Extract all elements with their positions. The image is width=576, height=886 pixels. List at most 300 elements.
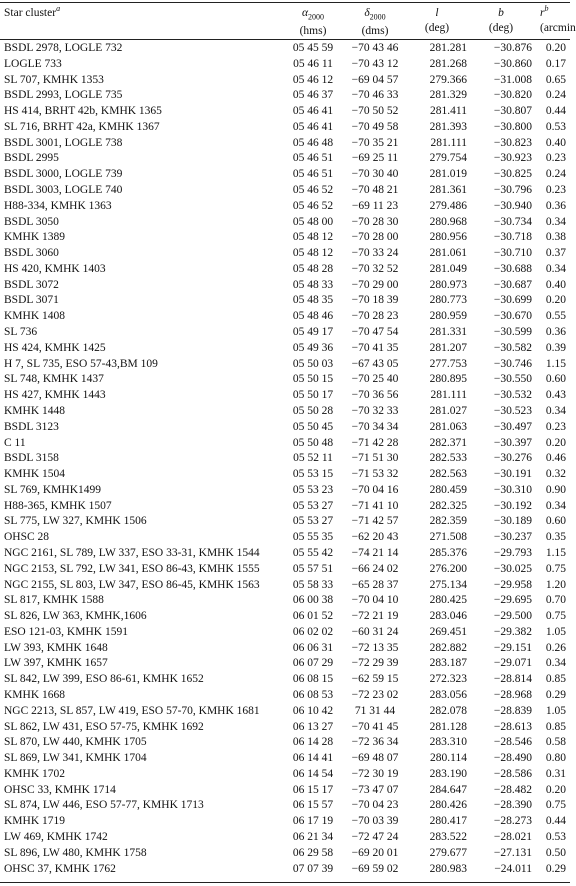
b-cell: −28.839 [493,704,532,717]
ra-cell: 06 10 42 [292,704,334,717]
l-cell: 284.647 [429,783,467,796]
radius-cell: 0.75 [545,799,566,812]
l-cell: 280.895 [429,373,467,386]
dec-cell: −70 04 16 [351,483,399,496]
table-row [0,372,570,388]
radius-cell: 0.40 [545,278,566,291]
radius-cell: 0.37 [545,247,566,260]
dec-cell: −65 28 37 [351,578,399,591]
dec-cell: −69 11 23 [351,199,399,212]
radius-cell: 0.34 [545,404,566,417]
dec-cell: −72 13 35 [351,641,399,654]
dec-cell: −70 18 39 [351,294,399,307]
table-row [0,309,570,325]
dec-cell: −70 25 40 [351,373,399,386]
ra-cell: 05 46 12 [292,73,334,86]
cluster-name-cell: NGC 2153, SL 792, LW 341, ESO 86-43, KMHK 1555 [4,562,260,575]
l-cell: 283.522 [429,831,467,843]
table-row [0,293,570,309]
cluster-name-cell: NGC 2213, SL 857, LW 419, ESO 57-70, KMHK 1681 [4,704,260,717]
header-dec: $\delta_{2000}$ (dms) [361,7,389,38]
cluster-name-cell: OHSC 28 [4,531,50,544]
dec-cell: −71 53 32 [351,468,399,481]
dec-cell: −70 34 34 [351,420,399,433]
b-cell: −30.734 [493,215,532,228]
radius-cell: 1.05 [545,625,566,638]
ra-cell: 05 46 51 [292,152,334,165]
radius-cell: 0.29 [545,688,566,701]
ra-cell: 06 14 54 [292,767,334,780]
radius-cell: 0.29 [545,862,566,875]
cluster-name-cell: NGC 2155, SL 803, LW 347, ESO 86-45, KMHK 1563 [4,578,260,591]
ra-cell: 06 08 15 [292,673,334,686]
b-cell: −30.025 [493,562,532,575]
table-row [0,278,570,294]
radius-cell: 0.38 [545,231,566,244]
ra-cell: 05 53 27 [292,499,334,512]
dec-cell: −73 47 07 [351,783,399,796]
b-cell: −30.276 [493,452,532,465]
ra-cell: 06 02 02 [292,625,334,638]
dec-cell: −70 36 56 [351,389,399,402]
l-cell: 276.200 [429,562,467,575]
dec-cell: −69 48 07 [351,752,399,765]
dec-cell: −72 29 39 [351,657,399,670]
radius-cell: 0.34 [545,499,566,512]
radius-cell: 1.05 [545,704,566,717]
radius-cell: 0.44 [545,815,566,828]
b-cell: −28.613 [493,720,532,733]
ra-cell: 05 48 46 [292,310,334,323]
radius-cell: 0.20 [545,436,566,449]
radius-cell: 0.70 [545,594,566,607]
ra-cell: 06 13 27 [292,720,334,733]
radius-cell: 0.34 [545,215,566,228]
dec-cell: −62 59 15 [351,673,399,686]
dec-cell: −70 33 24 [351,247,399,260]
l-cell: 283.056 [429,688,467,701]
cluster-name-cell: C 11 [4,436,26,449]
radius-cell: 0.23 [545,184,566,197]
b-cell: −28.586 [493,767,532,780]
dec-cell: −71 41 10 [351,499,399,512]
l-cell: 280.973 [429,278,467,291]
cluster-name-cell: SL 769, KMHK1499 [4,483,102,496]
radius-cell: 1.15 [545,546,566,559]
b-cell: −30.189 [493,515,532,528]
radius-cell: 0.60 [545,373,566,386]
b-cell: −28.546 [493,736,532,749]
b-cell: −29.151 [493,641,532,654]
radius-cell: 1.20 [545,578,566,591]
dec-cell: −70 04 10 [351,594,399,607]
b-cell: −28.814 [493,673,532,686]
dec-cell: −69 20 01 [351,846,399,859]
l-cell: 283.310 [429,736,467,749]
l-cell: 280.968 [429,215,467,228]
dec-cell: −70 47 54 [351,326,399,339]
b-cell: −30.687 [493,278,532,291]
dec-cell: −62 20 43 [351,531,399,544]
table-row [0,767,570,783]
ra-cell: 05 48 00 [292,215,334,228]
ra-cell: 05 53 27 [292,515,334,528]
b-cell: −30.699 [493,294,532,307]
radius-cell: 0.31 [545,767,566,780]
cluster-name-cell: H88-334, KMHK 1363 [4,199,112,212]
radius-cell: 0.50 [545,846,566,859]
dec-cell: −70 43 12 [351,57,399,70]
table-header [0,4,576,38]
dec-cell: −70 04 23 [351,799,399,812]
b-cell: −28.490 [493,752,532,765]
radius-cell: 0.23 [545,420,566,433]
ra-cell: 05 52 11 [293,452,333,465]
table-row [0,467,570,483]
table-row [0,246,570,262]
table-row [0,420,570,436]
ra-cell: 06 15 17 [292,783,334,796]
table-row [0,751,570,767]
l-cell: 283.046 [429,610,467,623]
table-row [0,136,570,152]
radius-cell: 0.85 [545,720,566,733]
dec-cell: −70 50 52 [351,105,399,118]
l-cell: 285.376 [429,546,467,559]
table-row [0,167,570,183]
ra-cell: 05 45 59 [292,42,334,54]
cluster-name-cell: OHSC 33, KMHK 1714 [4,783,116,796]
table-row [0,120,570,136]
dec-cell: −74 21 14 [351,546,399,559]
l-cell: 279.677 [429,846,467,859]
b-cell: −29.500 [493,610,532,623]
radius-cell: 0.65 [545,73,566,86]
ra-cell: 05 46 52 [292,199,334,212]
dec-cell: −71 42 57 [351,515,399,528]
radius-cell: 0.39 [545,341,566,354]
table-row [0,609,570,625]
ra-cell: 06 06 31 [292,641,334,654]
cluster-name-cell: BSDL 3158 [4,452,59,465]
dec-cell: −69 59 02 [351,862,399,875]
dec-cell: −70 48 21 [351,184,399,197]
dec-cell: −70 41 35 [351,341,399,354]
top-rule [0,2,570,3]
table-row [0,625,570,641]
dec-cell: −70 46 33 [351,89,399,102]
radius-cell: 0.46 [545,452,566,465]
table-row [0,499,570,515]
l-cell: 272.323 [429,673,467,686]
table-row [0,151,570,167]
cluster-name-cell: SL 874, LW 446, ESO 57-77, KMHK 1713 [4,799,204,812]
b-cell: −30.796 [493,184,532,197]
radius-cell: 0.75 [545,562,566,575]
l-cell: 280.956 [429,231,467,244]
l-cell: 271.508 [429,531,467,544]
radius-cell: 0.75 [545,610,566,623]
dec-cell: −70 35 21 [351,136,399,149]
radius-cell: 0.34 [545,262,566,275]
cluster-name-cell: BSDL 2993, LOGLE 735 [4,89,123,102]
table-row [0,593,570,609]
ra-cell: 05 46 41 [292,105,334,118]
table-row [0,73,570,89]
b-cell: −30.807 [493,105,532,118]
l-cell: 280.114 [430,752,467,765]
dec-cell: −60 31 24 [351,625,399,638]
table-row [0,57,570,73]
table-row [0,514,570,530]
radius-cell: 0.17 [545,57,566,70]
cluster-name-cell: HS 424, KMHK 1425 [4,341,106,354]
l-cell: 281.329 [429,89,467,102]
dec-cell: −70 30 40 [351,168,399,181]
l-cell: 280.459 [429,483,467,496]
dec-cell: −70 43 46 [351,42,399,54]
ra-cell: 05 55 35 [292,531,334,544]
l-cell: 282.325 [429,499,467,512]
cluster-name-cell: SL 896, LW 480, KMHK 1758 [4,846,147,859]
table-row [0,672,570,688]
cluster-name-cell: KMHK 1448 [4,404,66,417]
ra-cell: 05 46 41 [292,120,334,133]
b-cell: −30.710 [493,247,532,260]
l-cell: 281.063 [429,420,467,433]
radius-cell: 0.80 [545,752,566,765]
b-cell: −30.940 [493,199,532,212]
ra-cell: 05 46 52 [292,184,334,197]
dec-cell: −69 04 57 [351,73,399,86]
header-l: l (deg) [424,7,450,34]
ra-cell: 05 50 17 [292,389,334,402]
radius-cell: 0.53 [545,831,566,843]
cluster-name-cell: H 7, SL 735, ESO 57-43,BM 109 [4,357,158,370]
ra-cell: 05 46 11 [293,57,333,70]
l-cell: 281.411 [430,105,467,118]
cluster-name-cell: SL 862, LW 431, ESO 57-75, KMHK 1692 [4,720,204,733]
table-row [0,830,570,846]
dec-cell: −72 21 19 [351,610,399,623]
b-cell: −30.497 [493,420,532,433]
cluster-name-cell: BSDL 2978, LOGLE 732 [4,42,123,54]
header-r: $r^b$ (arcmin [540,4,576,34]
b-cell: −29.071 [493,657,532,670]
dec-cell: −72 36 34 [351,736,399,749]
cluster-name-cell: BSDL 3123 [4,420,59,433]
ra-cell: 05 49 17 [292,326,334,339]
l-cell: 280.417 [429,815,467,828]
cluster-name-cell: KMHK 1408 [4,310,66,323]
ra-cell: 06 17 19 [292,815,334,828]
radius-cell: 0.23 [545,152,566,165]
cluster-name-cell: H88-365, KMHK 1507 [4,499,112,512]
b-cell: −30.310 [493,483,532,496]
table-row [0,862,570,878]
b-cell: −30.523 [493,404,532,417]
dec-cell: −70 29 00 [351,278,399,291]
cluster-name-cell: NGC 2161, SL 789, LW 337, ESO 33-31, KMHK 1544 [4,546,260,559]
table-row [0,451,570,467]
b-cell: −30.876 [493,42,532,54]
b-cell: −29.793 [493,546,532,559]
ra-cell: 06 14 28 [292,736,334,749]
cluster-name-cell: KMHK 1668 [4,688,66,701]
cluster-name-cell: SL 775, LW 327, KMHK 1506 [4,515,147,528]
ra-cell: 05 50 15 [292,373,334,386]
l-cell: 280.773 [429,294,467,307]
radius-cell: 0.20 [545,42,566,54]
cluster-name-cell: BSDL 2995 [4,152,59,165]
l-cell: 275.134 [429,578,467,591]
l-cell: 279.366 [429,73,467,86]
l-cell: 279.754 [429,152,467,165]
b-cell: −30.237 [493,531,532,544]
cluster-name-cell: KMHK 1504 [4,468,66,481]
dec-cell: −70 28 30 [351,215,399,228]
header-rule [0,39,570,40]
l-cell: 282.563 [429,468,467,481]
l-cell: 281.027 [429,404,467,417]
ra-cell: 06 14 41 [292,752,334,765]
ra-cell: 05 48 33 [292,278,334,291]
ra-cell: 05 50 03 [292,357,334,370]
table-row [0,88,570,104]
table-row [0,262,570,278]
ra-cell: 05 50 45 [292,420,334,433]
table-row [0,341,570,357]
cluster-name-cell: LOGLE 733 [4,57,62,70]
radius-cell: 0.35 [545,531,566,544]
radius-cell: 0.90 [545,483,566,496]
l-cell: 282.078 [429,704,467,717]
b-cell: −30.532 [493,389,532,402]
dec-cell: −70 32 52 [351,262,399,275]
l-cell: 281.281 [429,42,467,54]
dec-cell: −71 51 30 [351,452,399,465]
radius-cell: 0.60 [545,515,566,528]
ra-cell: 06 00 38 [292,594,334,607]
dec-cell: −70 49 58 [351,120,399,133]
b-cell: −30.746 [493,357,532,370]
ra-cell: 05 48 12 [292,247,334,260]
dec-cell: −71 42 28 [351,436,399,449]
cluster-name-cell: SL 716, BRHT 42a, KMHK 1367 [4,120,160,133]
dec-cell: −72 23 02 [351,688,399,701]
table-row [0,735,570,751]
dec-cell: −70 28 00 [351,231,399,244]
b-cell: −30.550 [493,373,532,386]
l-cell: 281.049 [429,262,467,275]
cluster-name-cell: ESO 121-03, KMHK 1591 [4,625,128,638]
cluster-name-cell: SL 748, KMHK 1437 [4,373,104,386]
table-row [0,814,570,830]
ra-cell: 05 50 28 [292,404,334,417]
radius-cell: 0.36 [545,199,566,212]
ra-cell: 05 48 28 [292,262,334,275]
table-row [0,41,570,57]
b-cell: −30.800 [493,120,532,133]
l-cell: 283.187 [429,657,467,670]
b-cell: −30.688 [493,262,532,275]
table-row [0,483,570,499]
dec-cell: −70 03 39 [351,815,399,828]
b-cell: −30.718 [493,231,532,244]
cluster-name-cell: LW 393, KMHK 1648 [4,641,108,654]
radius-cell: 0.32 [545,468,566,481]
dec-cell: −72 30 19 [351,767,399,780]
l-cell: 280.425 [429,594,467,607]
l-cell: 282.359 [429,515,467,528]
table-row [0,104,570,120]
radius-cell: 0.43 [545,389,566,402]
b-cell: −29.958 [493,578,532,591]
table-row [0,783,570,799]
radius-cell: 0.34 [545,657,566,670]
radius-cell: 0.58 [545,736,566,749]
table-row [0,578,570,594]
radius-cell: 0.36 [545,326,566,339]
ra-cell: 05 50 48 [292,436,334,449]
b-cell: −28.390 [493,799,532,812]
cluster-name-cell: SL 826, LW 363, KMHK,1606 [4,610,147,623]
l-cell: 277.753 [429,357,467,370]
l-cell: 281.061 [429,247,467,260]
ra-cell: 05 53 15 [292,468,334,481]
radius-cell: 0.20 [545,294,566,307]
b-cell: −30.860 [493,57,532,70]
b-cell: −28.021 [493,831,532,843]
radius-cell: 0.40 [545,136,566,149]
table-row [0,688,570,704]
ra-cell: 06 15 57 [292,799,334,812]
l-cell: 281.393 [429,120,467,133]
l-cell: 281.207 [429,341,467,354]
cluster-name-cell: BSDL 3071 [4,294,59,307]
cluster-name-cell: SL 707, KMHK 1353 [4,73,104,86]
cluster-name-cell: SL 817, KMHK 1588 [4,594,104,607]
cluster-name-cell: HS 414, BRHT 42b, KMHK 1365 [4,105,162,118]
b-cell: −30.670 [493,310,532,323]
ra-cell: 05 53 23 [292,483,334,496]
header-star-cluster: Star cluster$^a$ [4,4,61,19]
ra-cell: 06 21 34 [292,831,334,843]
cluster-name-cell: BSDL 3060 [4,247,59,260]
ra-cell: 05 48 12 [292,231,334,244]
ra-cell: 06 01 52 [292,610,334,623]
b-cell: −30.599 [493,326,532,339]
ra-cell: 05 46 37 [292,89,334,102]
radius-cell: 0.26 [545,641,566,654]
l-cell: 281.111 [430,389,467,402]
radius-cell: 0.85 [545,673,566,686]
l-cell: 282.371 [429,436,467,449]
table-row [0,546,570,562]
b-cell: −24.011 [494,862,532,875]
cluster-name-cell: OHSC 37, KMHK 1762 [4,862,116,875]
cluster-name-cell: SL 736 [4,326,38,339]
b-cell: −28.273 [493,815,532,828]
table-row [0,199,570,215]
cluster-name-cell: SL 870, LW 440, KMHK 1705 [4,736,147,749]
b-cell: −30.823 [493,136,532,149]
cluster-name-cell: BSDL 3001, LOGLE 738 [4,136,123,149]
ra-cell: 05 46 48 [292,136,334,149]
table-row [0,183,570,199]
l-cell: 282.882 [429,641,467,654]
b-cell: −30.582 [493,341,532,354]
